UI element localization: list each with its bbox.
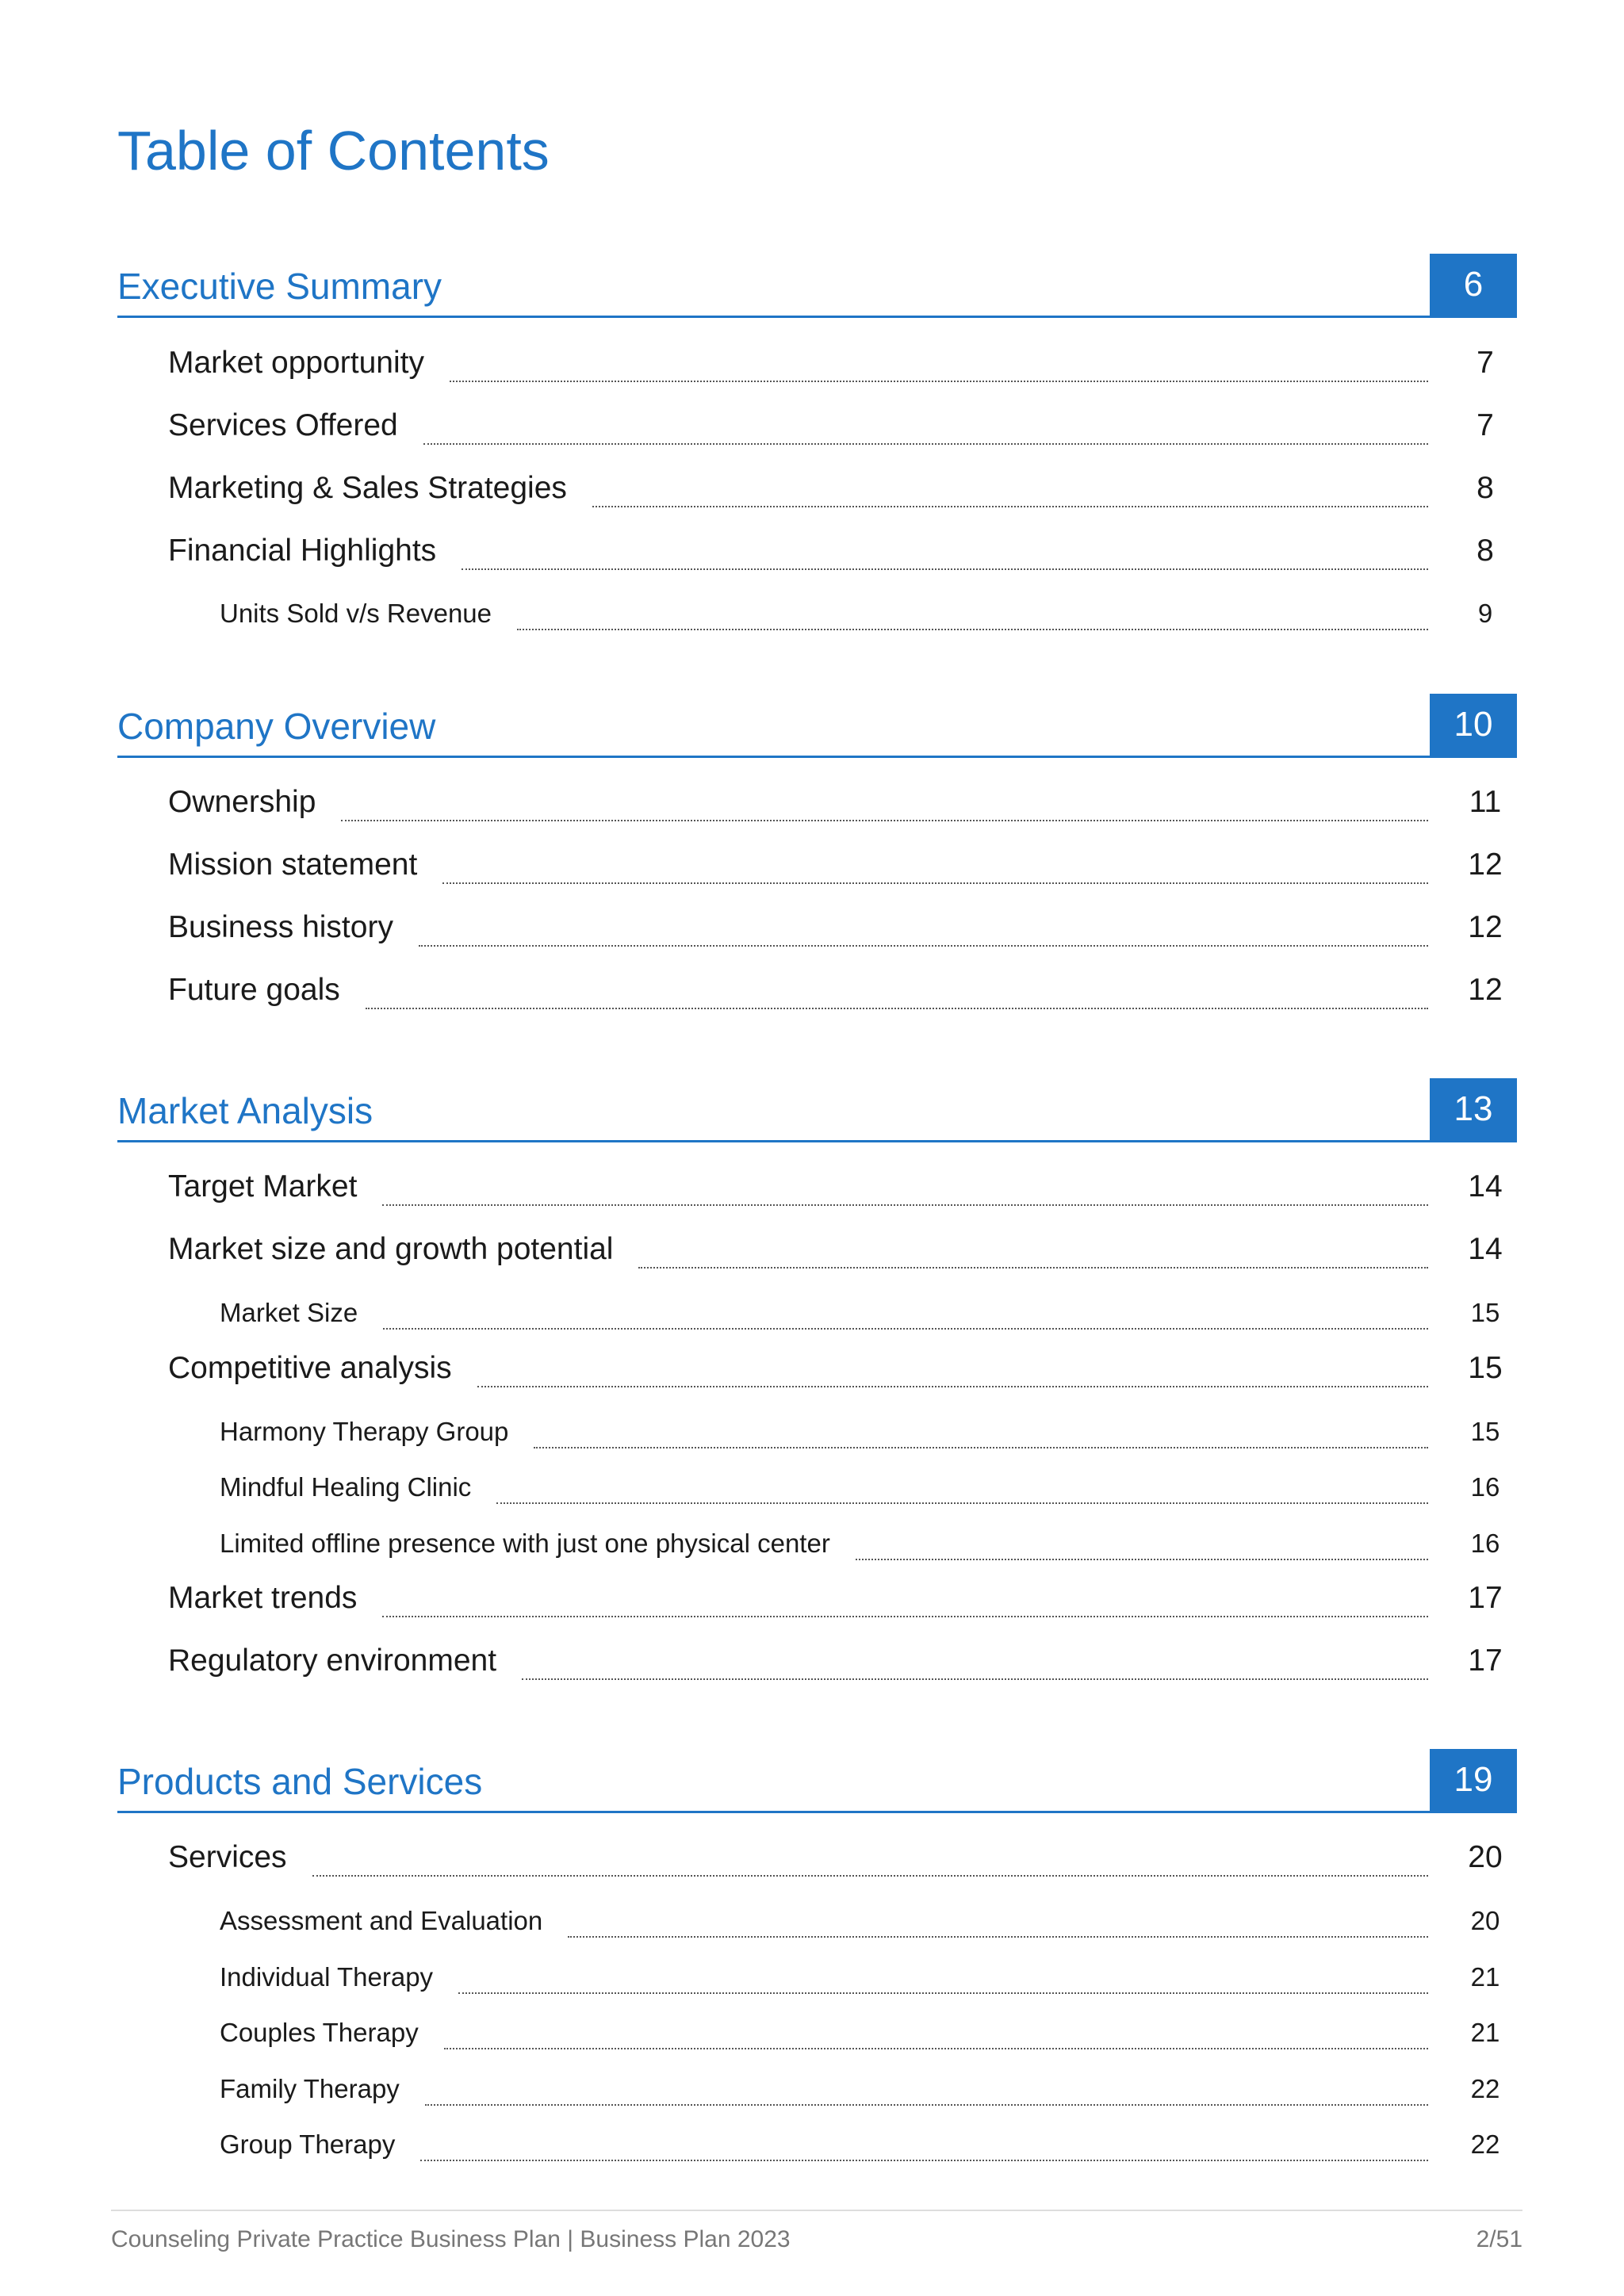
section-header-company-overview[interactable] bbox=[117, 694, 1517, 758]
toc-entry-page: 7 bbox=[1477, 408, 1494, 442]
dot-leader bbox=[382, 1616, 1428, 1617]
toc-entry-label: Regulatory environment bbox=[168, 1644, 497, 1678]
dot-leader bbox=[425, 2104, 1428, 2106]
toc-subentry[interactable] bbox=[220, 1962, 1517, 2003]
dot-leader bbox=[638, 1267, 1428, 1269]
toc-entry-page: 9 bbox=[1477, 599, 1493, 628]
dot-leader bbox=[462, 568, 1428, 570]
toc-entry[interactable] bbox=[168, 1351, 1517, 1399]
toc-entry-label: Mindful Healing Clinic bbox=[220, 1472, 472, 1502]
dot-leader bbox=[382, 1204, 1428, 1206]
toc-entry-page: 21 bbox=[1470, 1962, 1500, 1992]
dot-leader bbox=[568, 1936, 1428, 1938]
toc-entry-page: 16 bbox=[1470, 1472, 1500, 1502]
toc-entry[interactable] bbox=[168, 973, 1517, 1020]
toc-entry-label: Future goals bbox=[168, 973, 340, 1007]
toc-entry-page: 16 bbox=[1470, 1529, 1500, 1558]
dot-leader bbox=[442, 882, 1428, 884]
footer-document-title: Counseling Private Practice Business Plan | Business Plan 2023 bbox=[111, 2226, 791, 2252]
toc-entry-label: Business history bbox=[168, 910, 393, 944]
toc-entry-label: Services Offered bbox=[168, 408, 398, 442]
toc-entry-page: 17 bbox=[1468, 1581, 1503, 1615]
toc-entry-label: Ownership bbox=[168, 785, 316, 819]
dot-leader bbox=[856, 1559, 1428, 1560]
toc-subentry[interactable] bbox=[220, 2018, 1517, 2059]
section-page-badge: 19 bbox=[1430, 1749, 1517, 1811]
dot-leader bbox=[312, 1875, 1428, 1877]
dot-leader bbox=[420, 2160, 1428, 2161]
toc-entry-page: 20 bbox=[1468, 1840, 1503, 1874]
toc-entry[interactable] bbox=[168, 785, 1517, 832]
section-page-badge: 6 bbox=[1430, 254, 1517, 316]
toc-entry-label: Units Sold v/s Revenue bbox=[220, 599, 492, 628]
toc-entry-label: Market Size bbox=[220, 1298, 358, 1327]
toc-entry[interactable] bbox=[168, 848, 1517, 895]
toc-entry-label: Financial Highlights bbox=[168, 534, 437, 568]
toc-entry-page: 14 bbox=[1468, 1169, 1503, 1203]
section-header-executive-summary[interactable] bbox=[117, 254, 1517, 318]
toc-entry-label: Assessment and Evaluation bbox=[220, 1906, 543, 1935]
section-title: Executive Summary bbox=[117, 266, 442, 307]
toc-entry[interactable] bbox=[168, 534, 1517, 581]
toc-entry-page: 21 bbox=[1470, 2018, 1500, 2047]
toc-entry-page: 12 bbox=[1468, 910, 1503, 944]
toc-entry-page: 15 bbox=[1470, 1298, 1500, 1327]
toc-subentry[interactable] bbox=[220, 2130, 1517, 2171]
toc-entry[interactable] bbox=[168, 408, 1517, 456]
toc-entry-page: 11 bbox=[1469, 785, 1502, 819]
toc-subentry[interactable] bbox=[220, 1472, 1517, 1513]
toc-entry-page: 15 bbox=[1470, 1417, 1500, 1446]
toc-entry-page: 7 bbox=[1477, 346, 1494, 380]
toc-subentry[interactable] bbox=[220, 1906, 1517, 1947]
section-header-market-analysis[interactable] bbox=[117, 1078, 1517, 1142]
toc-subentry[interactable] bbox=[220, 1298, 1517, 1339]
toc-entry-page: 22 bbox=[1470, 2130, 1500, 2159]
section-title: Products and Services bbox=[117, 1761, 483, 1802]
toc-entry-label: Target Market bbox=[168, 1169, 358, 1203]
dot-leader bbox=[383, 1328, 1428, 1330]
toc-entry[interactable] bbox=[168, 910, 1517, 958]
toc-entry-label: Family Therapy bbox=[220, 2074, 400, 2103]
dot-leader bbox=[496, 1502, 1428, 1504]
page-title: Table of Contents bbox=[117, 120, 550, 182]
toc-entry-label: Mission statement bbox=[168, 848, 418, 882]
dot-leader bbox=[517, 629, 1428, 630]
dot-leader bbox=[522, 1678, 1428, 1680]
toc-entry-page: 8 bbox=[1477, 534, 1494, 568]
toc-entry-label: Services bbox=[168, 1840, 287, 1874]
dot-leader bbox=[419, 945, 1428, 947]
toc-entry-page: 22 bbox=[1470, 2074, 1500, 2103]
dot-leader bbox=[592, 506, 1428, 507]
toc-entry-label: Group Therapy bbox=[220, 2130, 396, 2159]
section-page-badge: 13 bbox=[1430, 1078, 1517, 1140]
toc-entry-page: 15 bbox=[1468, 1351, 1503, 1385]
toc-entry-page: 8 bbox=[1477, 471, 1494, 505]
toc-entry-label: Market trends bbox=[168, 1581, 358, 1615]
dot-leader bbox=[366, 1008, 1428, 1009]
toc-entry-page: 12 bbox=[1468, 973, 1503, 1007]
toc-entry-label: Harmony Therapy Group bbox=[220, 1417, 509, 1446]
dot-leader bbox=[477, 1386, 1428, 1387]
toc-entry-label: Market size and growth potential bbox=[168, 1232, 614, 1266]
section-header-products-and-services[interactable] bbox=[117, 1749, 1517, 1813]
toc-entry-label: Limited offline presence with just one physical center bbox=[220, 1529, 830, 1558]
toc-entry-label: Competitive analysis bbox=[168, 1351, 452, 1385]
toc-entry[interactable] bbox=[168, 1581, 1517, 1628]
toc-entry[interactable] bbox=[168, 1644, 1517, 1691]
toc-entry-page: 20 bbox=[1470, 1906, 1500, 1935]
toc-entry-page: 17 bbox=[1468, 1644, 1503, 1678]
footer-divider bbox=[111, 2210, 1522, 2211]
toc-entry-label: Couples Therapy bbox=[220, 2018, 419, 2047]
dot-leader bbox=[341, 820, 1428, 821]
toc-entry-page: 12 bbox=[1468, 848, 1503, 882]
toc-subentry[interactable] bbox=[220, 1417, 1517, 1458]
toc-subentry[interactable] bbox=[220, 2074, 1517, 2115]
toc-entry-label: Market opportunity bbox=[168, 346, 424, 380]
toc-entry[interactable] bbox=[168, 1232, 1517, 1280]
footer-page-number: 2/51 bbox=[1476, 2226, 1522, 2252]
section-title: Market Analysis bbox=[117, 1090, 373, 1131]
dot-leader bbox=[423, 443, 1428, 445]
toc-subentry[interactable] bbox=[220, 599, 1517, 640]
toc-entry-page: 14 bbox=[1468, 1232, 1503, 1266]
toc-entry[interactable] bbox=[168, 1840, 1517, 1888]
toc-subentry[interactable] bbox=[220, 1529, 1517, 1570]
dot-leader bbox=[444, 2048, 1428, 2049]
toc-entry-label: Marketing & Sales Strategies bbox=[168, 471, 567, 505]
section-page-badge: 10 bbox=[1430, 694, 1517, 756]
dot-leader bbox=[534, 1447, 1428, 1448]
section-title: Company Overview bbox=[117, 706, 436, 747]
toc-entry[interactable] bbox=[168, 1169, 1517, 1217]
dot-leader bbox=[458, 1992, 1428, 1994]
toc-entry[interactable] bbox=[168, 471, 1517, 519]
toc-entry-label: Individual Therapy bbox=[220, 1962, 434, 1992]
dot-leader bbox=[450, 381, 1428, 382]
toc-entry[interactable] bbox=[168, 346, 1517, 393]
